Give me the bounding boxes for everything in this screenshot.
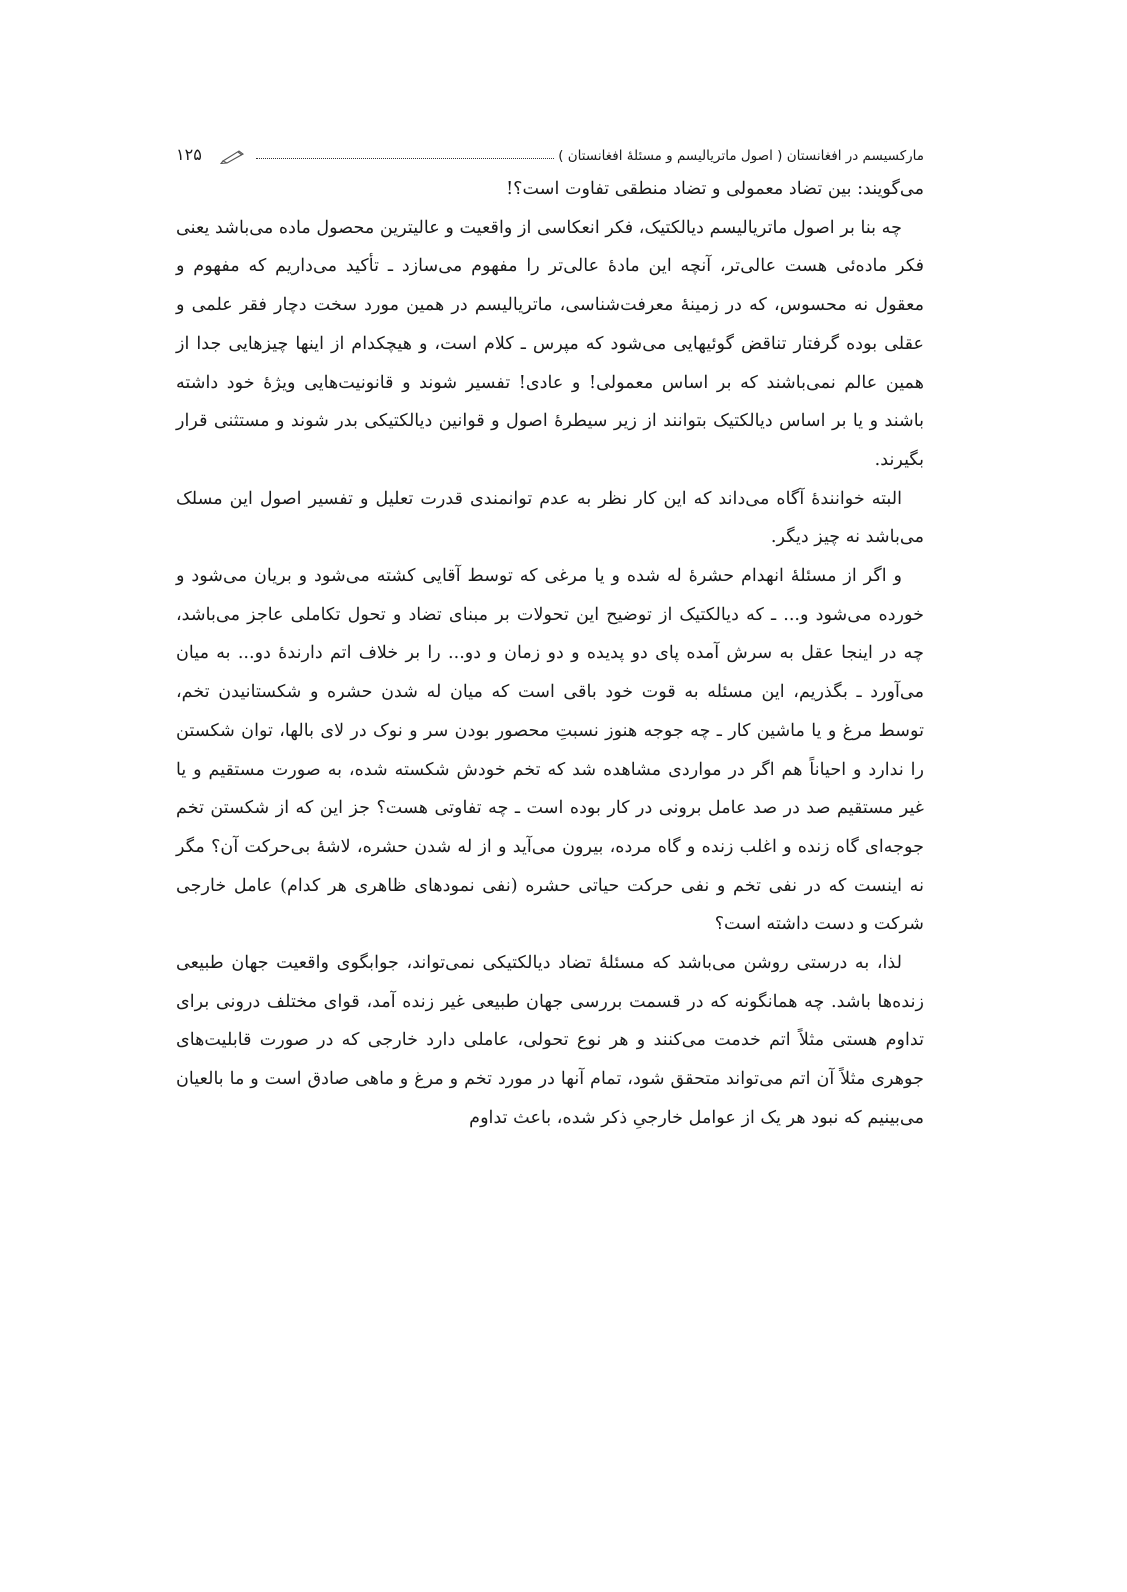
- dotted-leader: [256, 157, 554, 159]
- paragraph: لذا، به درستی روشن می‌باشد که مسئلۀ تضاد دیالکتیکی نمی‌تواند، جوابگوی واقعیت جهان طبیعی زنده‌ها باشد. چه همانگونه که در قسمت بررسی جهان طبیعی غیر زنده آمد، قوای مختلف درونی برای تداوم هستی مثلاً اتم خدمت می‌کنند و هر نوع تحولی، عاملی دارد خارجی که در صورت قابلیت‌های جوهری مثلاً آن اتم می‌تواند متحقق شود، تمام آنها در مورد تخم و مرغ و ماهی صادق است و ما بالعیان می‌بینیم که نبود هر یک از عوامل خارجیِ ذکر شده، باعث تداوم: [176, 953, 924, 1128]
- paragraph: می‌گویند: بین تضاد معمولی و تضاد منطقی تفاوت است؟!: [506, 179, 924, 199]
- pencil-icon: [220, 148, 246, 164]
- running-header: [176, 140, 924, 164]
- book-page: [176, 140, 924, 1138]
- running-title: مارکسیسم در افغانستان ( اصول ماتریالیسم و مسئلۀ افغانستان ): [558, 148, 924, 164]
- page-number: ۱۲۵: [176, 145, 202, 164]
- paragraph: البته خوانندۀ آگاه می‌داند که این کار نظر به عدم توانمندی قدرت تعلیل و تفسیر اصول این مسلک می‌باشد نه چیز دیگر.: [176, 488, 924, 548]
- paragraph: چه بنا بر اصول ماتریالیسم دیالکتیک، فکر انعکاسی از واقعیت و عالیترین محصول ماده می‌باشد یعنی فکر ماده‌ئی هست عالی‌تر، آنچه این مادۀ عالی‌تر را مفهوم می‌سازد ـ تأکید می‌داریم که مفهوم و معقول نه محسوس، که در زمینۀ معرفت‌شناسی، ماتریالیسم در همین مورد سخت دچار فقر علمی و عقلی بوده گرفتار تناقض گوئیهایی می‌شود که مپرس ـ کلام است، و هیچکدام از اینها چیزهایی جدا از همین عالم نمی‌باشند که بر اساس معمولی! و عادی! تفسیر شوند و قانونیت‌هایی ویژۀ خود داشته باشند و یا بر اساس دیالکتیک بتوانند از زیر سیطرۀ اصول و قوانین دیالکتیکی بدر شوند و مستثنی قرار بگیرند.: [176, 217, 924, 470]
- body-text: [176, 170, 924, 1138]
- paragraph: و اگر از مسئلۀ انهدام حشرۀ له شده و یا مرغی که توسط آقایی کشته می‌شود و بریان می‌شود و خورده می‌شود و... ـ که دیالکتیک از توضیح این تحولات بر مبنای تضاد و تحول تکاملی عاجز می‌باشد، چه در اینجا عقل به سرش آمده پای دو پدیده و دو زمان و دو... را بر خلاف اتم دارندۀ دو... به میان می‌آورد ـ بگذریم، این مسئله به قوت خود باقی است که میان له شدن حشره و شکستانیدن تخم، توسط مرغ و یا ماشین کار ـ چه جوجه هنوز نسبتِ محصور بودن سر و نوک در لای بالها، توان شکستن را ندارد و احیاناً هم اگر در مواردی مشاهده شد که تخم خودش شکسته شده، به صورت مستقیم و یا غیر مستقیم صد در صد عامل برونی در کار بوده است ـ چه تفاوتی هست؟ جز این که از شکستن تخم جوجه‌ای گاه زنده و اغلب زنده و گاه مرده، بیرون می‌آید و از له شدن حشره، لاشۀ بی‌حرکت آن؟ مگر نه اینست که در نفی تخم و نفی حرکت حیاتی حشره (نفی نمودهای ظاهری هر کدام) عامل خارجی شرکت و دست داشته است؟: [176, 566, 924, 935]
